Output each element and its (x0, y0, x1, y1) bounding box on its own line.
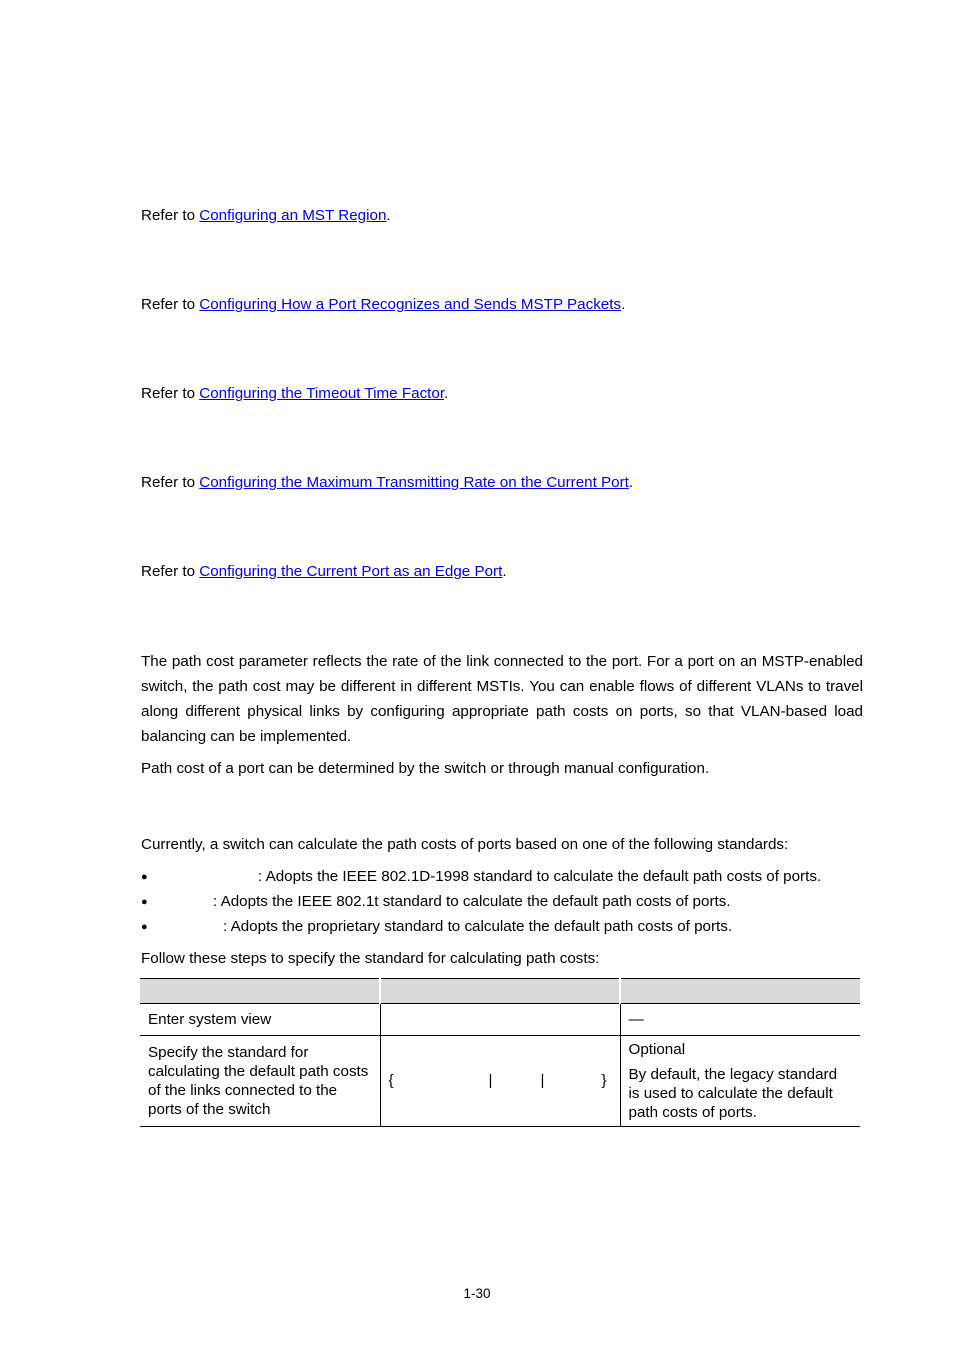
reference-edge-port (141, 562, 507, 582)
follow-steps-text: Follow these steps to specify the standard for calculating path costs: (141, 950, 600, 967)
header-remarks (620, 979, 860, 1004)
table-row (140, 1036, 860, 1127)
header-operation (140, 979, 380, 1004)
command-cell (380, 1036, 620, 1127)
brace-close: } (601, 1072, 607, 1089)
bullet-dot-icon: ● (141, 921, 148, 933)
operation-cell: Enter system view (140, 1004, 380, 1036)
separator-bar: | (488, 1072, 493, 1089)
path-cost-intro-paragraph: The path cost parameter reflects the rate of the link connected to the port. For a port on an MSTP-enabled switch, the path cost may be different in different MSTIs. You can enable flows of different VLANs to travel along different physical links by configuring appropriate path costs on ports, so that VLAN-based load balancing can be implemented. (141, 653, 863, 745)
reference-max-transmitting-rate (141, 473, 633, 493)
remarks-title: Optional (628, 1041, 686, 1058)
reference-prefix: Refer to (141, 474, 200, 491)
steps-table (140, 978, 860, 1127)
reference-prefix: Refer to (141, 296, 200, 313)
reference-suffix: . (621, 296, 626, 313)
bullet-text: : Adopts the IEEE 802.1t standard to calculate the default path costs of ports. (213, 893, 731, 910)
link-configuring-edge-port[interactable]: Configuring the Current Port as an Edge Port (199, 563, 503, 580)
remarks-detail: By default, the legacy standard is used to calculate the default path costs of ports. (628, 1066, 838, 1121)
bullet-text: : Adopts the IEEE 802.1D-1998 standard to calculate the default path costs of ports. (258, 868, 822, 885)
bullet-dot-icon: ● (141, 896, 148, 908)
link-configuring-max-transmitting-rate[interactable]: Configuring the Maximum Transmitting Rate on the Current Port (199, 474, 629, 491)
reference-mst-region (141, 206, 391, 226)
separator-bar: | (540, 1072, 545, 1089)
link-configuring-port-mstp-packets[interactable]: Configuring How a Port Recognizes and Sends MSTP Packets (199, 296, 622, 313)
reference-timeout-factor (141, 384, 448, 404)
reference-suffix: . (502, 563, 507, 580)
command-cell (380, 1004, 620, 1036)
reference-suffix: . (628, 474, 634, 491)
link-configuring-mst-region[interactable]: Configuring an MST Region (199, 207, 387, 224)
remarks-cell: — (620, 1004, 860, 1036)
header-command (380, 979, 620, 1004)
link-configuring-timeout-factor[interactable]: Configuring the Timeout Time Factor (199, 385, 445, 402)
table-row (140, 1004, 860, 1036)
reference-suffix: . (386, 207, 391, 224)
remarks-cell (620, 1036, 860, 1127)
reference-port-mstp-packets (141, 295, 625, 315)
table-header-row (140, 979, 860, 1004)
reference-suffix: . (444, 385, 449, 402)
reference-prefix: Refer to (141, 385, 200, 402)
bullet-dot-icon: ● (141, 871, 148, 883)
command-syntax (389, 1071, 612, 1091)
reference-prefix: Refer to (141, 563, 200, 580)
page-number: 1-30 (463, 1286, 491, 1301)
reference-prefix: Refer to (141, 207, 200, 224)
path-cost-determined-text: Path cost of a port can be determined by the switch or through manual configuration. (141, 760, 710, 777)
bullet-text: : Adopts the proprietary standard to calculate the default path costs of ports. (223, 918, 733, 935)
standards-intro-text: Currently, a switch can calculate the path costs of ports based on one of the following standards: (141, 836, 789, 853)
operation-cell: Specify the standard for calculating the default path costs of the links connected to the ports of the switch (140, 1036, 380, 1127)
brace-open: { (388, 1072, 394, 1089)
